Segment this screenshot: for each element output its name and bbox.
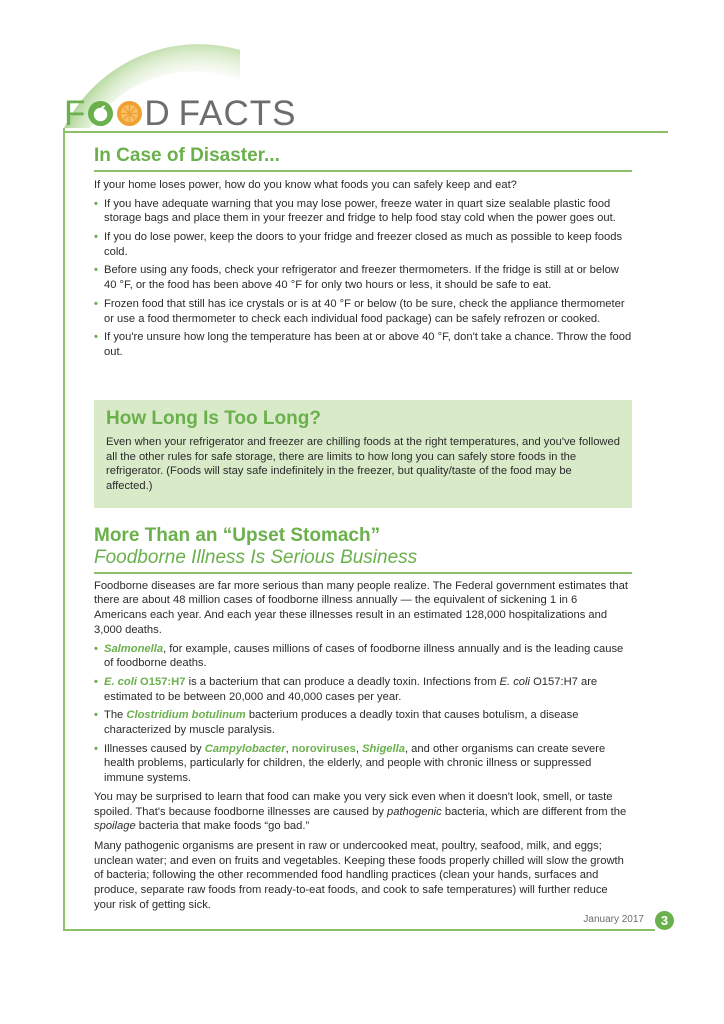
paragraph-text: bacteria, which are different from the <box>441 805 627 818</box>
spoilage-word: spoilage <box>94 820 136 833</box>
list-item <box>94 642 632 671</box>
orange-slice-icon <box>116 100 143 127</box>
term-shigella: Shigella <box>362 742 405 755</box>
upset-section <box>94 526 632 913</box>
bullet-text: The <box>104 709 127 722</box>
list-item <box>94 675 632 704</box>
term-campylobacter: Campylobacter <box>204 742 286 755</box>
paragraph-text: You may be surprised to learn that food can make you very sick even when it doesn't look, smell, or taste spoiled. That's because foodborne illnesses are caused by <box>94 790 613 818</box>
list-item: • Before using any foods, check your refrigerator and freezer thermometers. If the fridge is still at or below 40 °F, or the food has been above 40 °F for only two hours or less, it should be safe to eat. <box>94 263 632 292</box>
pathogen-paragraph: Many pathogenic organisms are present in raw or undercooked meat, poultry, seafood, milk, and eggs; unclean water; and even on fruits and vegetables. Keeping these foods properly chilled will slow the growth of bacteria; following the other recommended food handling practices (clean your hands, surfaces and produce, separate raw foods from ready-to-eat foods, and cook to safe temperatures) will further reduce your risk of getting sick. <box>94 839 624 911</box>
list-item: • If you're unsure how long the temperature has been at or above 40 °F, don't take a chance. Throw the food out. <box>94 330 632 359</box>
term-ecoli-strain: O157:H7 <box>136 675 186 688</box>
upset-rule <box>94 572 632 574</box>
list-item <box>94 742 632 786</box>
upset-intro: Foodborne diseases are far more serious than many people realize. The Federal government estimates that there are about 48 million cases of foodborne illness annually — the equivalent of sickening 1 in 6 Americans each year. And each year these illnesses result in an estimated 128,000 hospitalizations and 3,000 deaths. <box>94 579 628 636</box>
how-long-body: Even when your refrigerator and freezer are chilling foods at the right temperatures, and you've followed all the other rules for safe storage, there are limits to how long you can safely store foods in the refrigerator. (Foods will stay safe indefinitely in the freezer, but quality/taste of the food may be affected.) <box>106 435 620 492</box>
bullet-text: , for example, causes millions of cases of foodborne illness annually and is the leading cause of foodborne deaths. <box>104 642 624 670</box>
upset-subtitle: Foodborne Illness Is Serious Business <box>94 546 418 568</box>
disaster-intro: If your home loses power, how do you know what foods you can safely keep and eat? <box>94 178 517 191</box>
disaster-bullet-list <box>94 197 632 360</box>
frame-left-line <box>63 128 65 930</box>
disaster-section <box>94 146 632 360</box>
disaster-rule <box>94 170 632 172</box>
disaster-title: In Case of Disaster... <box>94 145 280 166</box>
term-ecoli: E. coli <box>104 675 137 688</box>
pathogenic-word: pathogenic <box>387 805 442 818</box>
bullet-text: , and other organisms can create severe health problems, particularly for children, the elderly, and people with chronic illness or suppressed immune systems. <box>104 742 606 785</box>
logo-letter-d: D <box>144 93 171 133</box>
how-long-box <box>94 400 632 508</box>
list-item: • Frozen food that still has ice crystals or is at 40 °F or below (to be sure, check the appliance thermometer or use a food thermometer to check each individual food package) can be safely refrozen or cooked. <box>94 297 632 326</box>
separator: , <box>285 742 292 755</box>
footer-date: January 2017 <box>583 914 644 925</box>
spoilage-paragraph <box>94 790 632 834</box>
page-number-badge: 3 <box>655 911 674 930</box>
frame-bottom-line <box>63 929 655 931</box>
upset-title: More Than an “Upset Stomach” <box>94 525 381 546</box>
term-noroviruses: noroviruses <box>291 742 356 755</box>
apple-icon <box>87 100 114 127</box>
bullet-text: O157:H7 are estimated to be between 20,000 and 40,000 cases per year. <box>104 675 598 703</box>
paragraph-text: bacteria that make foods “go bad.” <box>135 820 310 833</box>
list-item <box>94 708 632 737</box>
list-item: • If you do lose power, keep the doors to your fridge and freezer closed as much as possible to keep foods cold. <box>94 230 632 259</box>
term-clostridium: Clostridium botulinum <box>126 709 246 722</box>
separator: , <box>355 742 363 755</box>
food-facts-logo <box>64 93 296 133</box>
upset-bullet-list <box>94 642 632 786</box>
bullet-text: Illnesses caused by <box>104 742 205 755</box>
logo-facts: FACTS <box>178 93 297 133</box>
bullet-text: bacterium produces a deadly toxin that causes botulism, a disease characterized by muscle paralysis. <box>104 709 579 737</box>
how-long-title: How Long Is Too Long? <box>106 408 321 429</box>
bullet-text: is a bacterium that can produce a deadly toxin. Infections from <box>185 675 500 688</box>
logo-letter-f: F <box>64 93 87 133</box>
ecoli-italic: E. coli <box>499 675 530 688</box>
list-item: • If you have adequate warning that you may lose power, freeze water in quart size sealable plastic food storage bags and place them in your freezer and fridge to help food stay cold when the power goes out. <box>94 197 632 226</box>
term-salmonella: Salmonella <box>104 642 164 655</box>
